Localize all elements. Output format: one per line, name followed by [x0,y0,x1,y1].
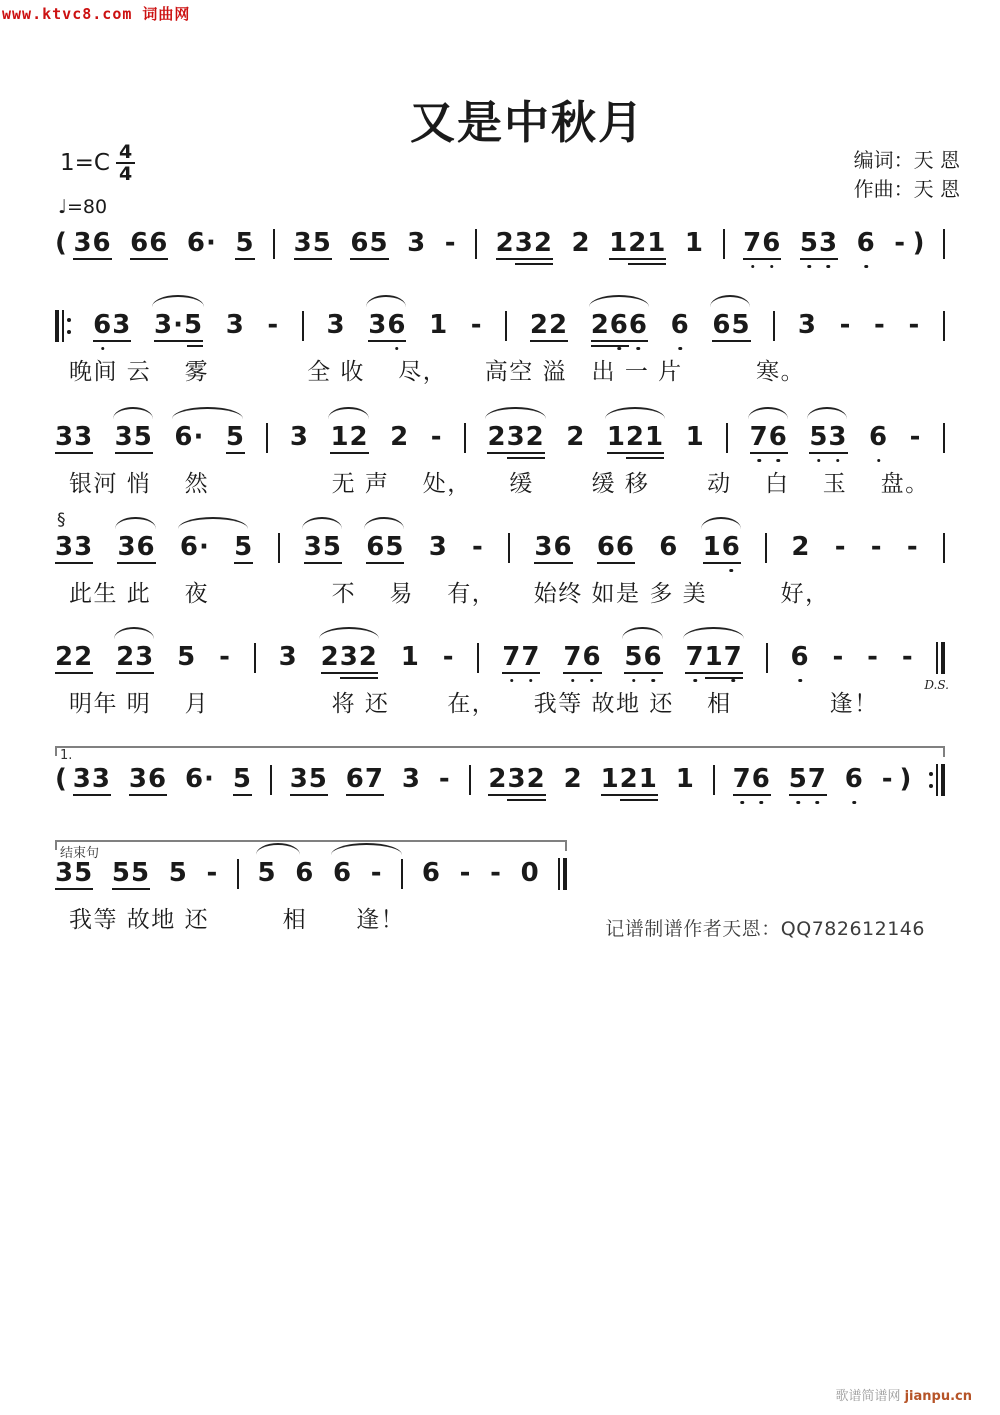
note-group: 5 [234,532,254,562]
site-watermark-bottom [835,1385,972,1404]
note-group: - [867,642,879,672]
note-group: 7 7 [502,642,540,674]
barline [475,229,477,259]
time-signature-denominator: 4 [118,163,133,185]
segno-icon: § [57,510,67,530]
final-barline [558,858,567,890]
note-group: 3 [278,642,298,672]
barline [943,311,945,341]
notes-row [55,228,945,260]
notes-row [55,642,949,692]
site-watermark-top: www.ktvc8.com 词曲网 [2,5,191,23]
note-group: 5 [177,642,197,672]
quarter-note-icon: ♩ [58,196,67,218]
slur-arc [364,517,404,529]
octave-dot [510,679,514,683]
octave-dot [816,801,820,805]
barline [278,533,280,563]
note-group: 65 [350,228,389,258]
music-line [55,510,945,608]
note-group: - [219,642,231,672]
note-group: 35 [289,764,328,794]
note-group: - [881,764,894,794]
note-group: - [267,310,280,340]
note-group: 3 [401,764,421,794]
music-line [55,748,945,796]
slur-arc [178,517,248,529]
barline [943,533,945,563]
music-line [55,228,945,260]
note-group: 33 [72,764,111,794]
octave-dot [770,265,774,269]
note-group: 1 [684,228,705,258]
note-group: 2 [571,228,591,258]
ending-bracket [55,746,945,763]
note-group: 121 [607,422,664,454]
note-group: 2 [791,532,811,562]
note-group: 232 [487,422,544,454]
composer-credit: 作曲：天 恩 [853,177,960,201]
octave-dot [751,265,755,269]
note-group: 6 [869,422,888,452]
barline [723,229,725,259]
note-group: - [894,228,907,258]
note-group: 5 [232,764,252,794]
slur-arc [115,517,155,529]
note-group: 3 [289,422,309,452]
octave-dot [632,679,636,683]
ending-bracket-label: 1. [60,748,75,763]
note-group: 7 17 [685,642,742,674]
credits [854,146,960,204]
octave-dot [877,459,881,463]
barline [943,229,945,259]
slur-arc [807,407,847,419]
lyrics-line: 银河 悄 然 无 声 处， 缓 缓 移 动 白 玉 盘。 [69,471,930,497]
note-group: 65 [366,532,404,564]
lyrics-line: 明年 明 月 将 还 在， 我等 故地 还 相 逢！ [69,691,879,717]
note-group: 2 [566,422,586,452]
note-group: 3 [326,310,346,340]
note-group: - [470,310,483,340]
barline [464,423,466,453]
note-group: 5 6 [624,642,662,674]
note-group: 23 [116,642,154,674]
note-group: 232 [496,228,553,260]
note-group: 12 [330,422,368,454]
octave-dot [678,347,682,351]
note-group: 7 6 [750,422,788,454]
octave-dot [730,569,734,573]
barline [477,643,479,673]
site-domain: jianpu.cn [904,1389,972,1404]
note-group: 55 [111,858,151,888]
site-name: 歌谱简谱网 [835,1389,905,1404]
note-group: - [832,642,845,672]
lyrics-line: 此生 此 夜 不 易 有， 始终 如是 多 美 好， [69,581,830,607]
note-group: - [472,532,484,562]
note-group: - [444,228,457,258]
barline [765,533,767,563]
note-group: - [459,858,472,888]
note-group: 0 [520,858,540,888]
octave-dot [864,265,868,269]
slur-arc [605,407,665,419]
slur-arc [319,627,379,639]
octave-dot [101,347,105,351]
slur-arc [302,517,342,529]
octave-dot [590,679,594,683]
note-group: 33 § [55,532,93,564]
barline [273,229,275,259]
note-group: 66 [596,532,636,562]
slur-arc [748,407,788,419]
note-group: - [906,532,919,562]
note-group: 5 7 [789,764,827,796]
note-group: 36 [117,532,155,564]
music-line [55,642,949,718]
note-group: - [870,532,883,562]
slur-arc [328,407,368,419]
note-group: 1 [685,422,705,452]
notes-row [55,422,945,454]
note-group: 26 6 [591,310,648,342]
note-group: 2 [563,764,583,794]
slur-arc [366,295,406,307]
barline [266,423,268,453]
note-group: 3 [225,310,245,340]
note-group: 3 [407,228,427,258]
notes-row [55,858,567,890]
note-group: 121 [609,228,666,260]
note-group: - [438,764,451,794]
note-group: 232 [321,642,378,674]
note-group: 22 [55,642,94,672]
note-group: 6 [333,858,352,888]
note-group: 1 [429,310,449,340]
note-group: - [206,858,219,888]
note-group: 7 6 [563,642,601,674]
parenthesis: ) [899,764,912,794]
barline [469,765,471,795]
octave-dot [817,459,821,463]
note-group: 65 [712,310,750,342]
note-group: 1 [400,642,420,672]
repeat-end-sign [929,764,945,796]
octave-dot [777,459,781,463]
octave-dot [853,801,857,805]
slur-arc [172,407,242,419]
parenthesis: ( [55,764,67,794]
song-title: 又是中秋月 [409,96,645,149]
note-group: 67 [345,764,384,794]
notes-row [55,764,945,796]
barline [505,311,507,341]
tempo-value: =80 [66,196,108,218]
note-group: 5 [168,858,188,888]
barline [254,643,256,673]
octave-dot [693,679,697,683]
note-group: 3·5 [154,310,203,342]
repeat-start-sign [55,310,71,342]
note-group: 1 [675,764,695,794]
note-group: 36 [73,228,112,258]
octave-dot [529,679,533,683]
barline [713,765,715,795]
octave-dot [808,265,812,269]
note-group: 35 [293,228,332,258]
barline [943,423,945,453]
note-group: 7 6 [733,764,771,796]
note-group: 6· [180,532,210,562]
tempo-marking [58,196,107,218]
note-group: 3 [428,532,448,562]
slur-arc [113,407,153,419]
notes-row [55,310,945,342]
note-group: 121 [601,764,658,796]
slur-arc [710,295,750,307]
note-group: 5 3 [809,422,847,454]
note-group: 35 [115,422,153,454]
slur-arc [622,627,662,639]
note-group: - [909,422,922,452]
barline [270,765,272,795]
note-group: 6 [857,228,876,258]
note-group: 232 [488,764,545,796]
note-group: 16 [703,532,741,564]
note-group: 5 3 [800,228,838,260]
note-group: - [370,858,383,888]
note-group: 6· [184,764,215,794]
time-signature [116,142,135,184]
note-group: - [834,532,847,562]
barline [766,643,768,673]
octave-dot [637,347,641,351]
note-group: 6· [186,228,217,258]
note-group: - [908,310,921,340]
ds-label: D.S. [924,678,949,692]
ending-bracket [55,840,567,861]
octave-dot [760,801,764,805]
notes-row [55,510,945,564]
final-barline [924,642,949,692]
transcriber-credit: 记谱制谱作者天恩：QQ782612146 [605,918,925,940]
note-group: 5 [225,422,245,452]
note-group: 6 [671,310,690,340]
note-group: - [874,310,886,340]
key-label: 1=C [60,150,110,176]
note-group: 6 [791,642,810,672]
ending-bracket-label: 结束句 [60,842,102,861]
slur-arc [152,295,204,307]
note-group: 66 [130,228,169,258]
octave-dot [618,347,622,351]
octave-dot [395,347,399,351]
slur-arc [589,295,649,307]
octave-dot [731,679,735,683]
music-line [55,846,567,934]
parenthesis: ( [55,228,67,258]
key-signature [60,142,135,184]
note-group: 2 [390,422,410,452]
lyricist-credit: 编词：天 恩 [853,148,960,172]
note-group: - [442,642,455,672]
barline [726,423,728,453]
note-group: 6 3 [93,310,131,342]
octave-dot [796,801,800,805]
note-group: 36 [534,532,573,562]
note-group: 6 [421,858,441,888]
slur-arc [114,627,154,639]
note-group: 36 [128,764,168,794]
note-group: 6 [845,764,864,794]
octave-dot [740,801,744,805]
time-signature-numerator: 4 [116,142,135,164]
barline [302,311,304,341]
barline [508,533,510,563]
barline [237,859,239,889]
note-group: 6 [659,532,679,562]
note-group: 6 [295,858,315,888]
slur-arc [701,517,741,529]
note-group: - [901,642,914,672]
note-group: 3 [797,310,817,340]
barline [401,859,403,889]
note-group: 5 [235,228,255,258]
note-group: 36 [368,310,406,342]
note-group: - [839,310,852,340]
note-group: 7 6 [743,228,781,260]
music-line [55,310,945,386]
note-group: - [430,422,443,452]
note-group: 5 [258,858,277,888]
parenthesis: ) [912,228,925,258]
note-group: 6· [174,422,204,452]
barline [773,311,775,341]
octave-dot [571,679,575,683]
note-group: 35 [304,532,342,564]
lyrics-line: 我等 故地 还 相 逢！ [69,907,406,933]
octave-dot [827,265,831,269]
slur-arc [683,627,743,639]
slur-arc [485,407,545,419]
note-group: 22 [529,310,569,340]
lyrics-line: 晚间 云 雾 全 收 尽， 高空 溢 出 一 片 寒。 [69,359,806,385]
note-group: 35 [55,858,94,888]
note-group: - [490,858,502,888]
octave-dot [836,459,840,463]
octave-dot [757,459,761,463]
music-line [55,422,945,498]
octave-dot [651,679,655,683]
note-group: 33 [55,422,94,452]
octave-dot [798,679,802,683]
